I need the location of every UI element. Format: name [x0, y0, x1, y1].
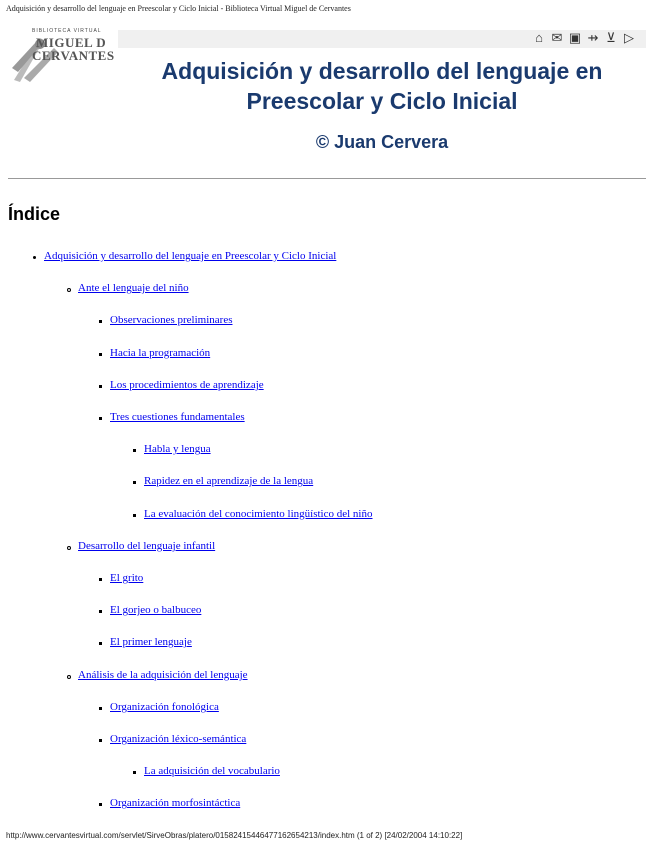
toc-bullet — [99, 642, 102, 645]
toc-bullet — [99, 320, 102, 323]
logo-small-text: BIBLIOTECA VIRTUAL — [32, 28, 102, 34]
toc-link[interactable]: Organización morfosintáctica — [110, 797, 241, 810]
toc-bullet — [99, 353, 102, 356]
page-title: Adquisición y desarrollo del lenguaje en Preescolar y Ciclo Inicial — [161, 58, 603, 114]
toc-link[interactable]: Observaciones preliminares — [110, 314, 233, 327]
print-footer: http://www.cervantesvirtual.com/servlet/SirveObras/platero/01582415446477162654213/index.htm (1 of 2) [24/02/2004 14:10:22] — [6, 831, 463, 840]
toc-bullet — [133, 514, 136, 517]
toc-item — [110, 379, 264, 391]
toc-link[interactable]: Los procedimientos de aprendizaje — [110, 378, 264, 391]
toc-link[interactable]: Análisis de la adquisición del lenguaje — [78, 668, 248, 681]
toc-link[interactable]: Habla y lengua — [144, 443, 211, 456]
toc-item — [110, 347, 210, 359]
toc-bullet — [67, 288, 71, 292]
download-icon[interactable]: ⊻ — [606, 30, 616, 45]
cervantes-logo[interactable] — [10, 28, 120, 84]
toc-link[interactable]: Adquisición y desarrollo del lenguaje en Preescolar y Ciclo Inicial — [44, 250, 337, 262]
toc-item — [110, 636, 192, 648]
toc-bullet — [99, 610, 102, 613]
toc-item — [78, 282, 189, 294]
toc-bullet — [99, 578, 102, 581]
toc-item — [144, 508, 373, 520]
index-heading: Índice — [8, 204, 61, 224]
toc-item — [144, 443, 211, 455]
toc-link[interactable]: Rapidez en el aprendizaje de la lengua — [144, 475, 314, 488]
logo-line-2: CERVANTES — [32, 48, 115, 63]
toc-link[interactable]: Tres cuestiones fundamentales — [110, 411, 245, 423]
toc-item — [78, 540, 215, 552]
mail-icon[interactable]: ✉ — [551, 30, 563, 45]
toc-bullet — [133, 481, 136, 484]
toc-link[interactable]: Ante el lenguaje del niño — [78, 282, 189, 295]
toc-item — [144, 475, 313, 487]
toc-link[interactable]: Hacia la programación — [110, 346, 211, 359]
next-icon[interactable]: ▷ — [624, 30, 634, 45]
home-icon[interactable]: ⌂ — [535, 30, 543, 45]
toc-bullet — [99, 417, 102, 420]
toc-link[interactable]: Organización léxico-semántica — [110, 733, 247, 745]
toc-item — [44, 250, 336, 262]
toc-item — [110, 733, 246, 745]
divider — [8, 178, 646, 179]
toc-item — [110, 797, 240, 809]
toc-item — [144, 765, 280, 777]
pin-icon[interactable]: ⇸ — [587, 30, 599, 45]
toc-item — [110, 314, 232, 326]
logo-line-1: MIGUEL D — [36, 35, 107, 50]
toc-item — [78, 669, 248, 681]
toc-bullet — [67, 675, 71, 679]
toc-bullet — [99, 739, 102, 742]
toc-bullet — [99, 707, 102, 710]
toc-link[interactable]: El gorjeo o balbuceo — [110, 604, 202, 617]
image-icon[interactable]: ▣ — [568, 30, 582, 45]
toc-item — [110, 411, 245, 423]
toc-bullet — [33, 256, 36, 259]
toc-item — [110, 572, 143, 584]
toc-link[interactable]: El grito — [110, 572, 144, 584]
toc-link[interactable]: El primer lenguaje — [110, 636, 192, 649]
toc-bullet — [67, 546, 71, 550]
toc-link[interactable]: Desarrollo del lenguaje infantil — [78, 539, 216, 552]
toc-item — [110, 604, 201, 616]
toc-bullet — [99, 803, 102, 806]
author: © Juan Cervera — [315, 132, 449, 152]
toc-item — [110, 701, 219, 713]
toc-link[interactable]: La adquisición del vocabulario — [144, 765, 280, 778]
toc-bullet — [99, 385, 102, 388]
toc-link[interactable]: La evaluación del conocimiento lingüístico del niño — [144, 507, 373, 520]
toc-bullet — [133, 449, 136, 452]
nav-bar — [118, 30, 646, 48]
toc-link[interactable]: Organización fonológica — [110, 700, 219, 713]
toc-bullet — [133, 771, 136, 774]
print-header: Adquisición y desarrollo del lenguaje en Preescolar y Ciclo Inicial - Biblioteca Virtual Miguel de Cervantes — [6, 4, 351, 13]
